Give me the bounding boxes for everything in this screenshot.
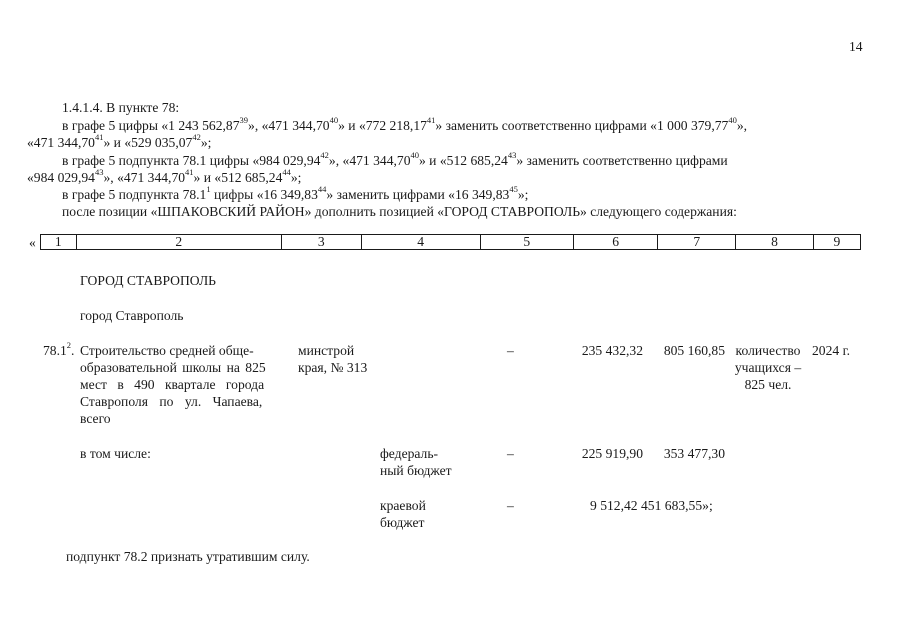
paragraph-line-5: в графе 5 подпункта 78.1$^1$ цифры «16 349,83$^{44}$» заменить цифрами «16 349,83$^{45}$»; <box>62 184 529 202</box>
row-number: 78.1$^2$. <box>43 340 75 358</box>
federal-source-line-2: ный бюджет <box>380 463 452 478</box>
row-name-line-4: Ставрополя по ул. Чапаева, <box>80 394 263 409</box>
header-col-1: 1 <box>41 234 77 250</box>
table-header-row <box>40 234 861 250</box>
row-col6-value: 235 432,32 <box>581 343 643 358</box>
row-name-line-2: образовательной школы на 825 <box>80 360 266 375</box>
row-col9-year: 2024 г. <box>812 343 851 358</box>
paragraph-line-4: «984 029,94$^{43}$», «471 344,70$^{41}$» и «512 685,24$^{44}$»; <box>27 167 302 185</box>
row-customer-line-1: минстрой <box>298 343 355 358</box>
footer-paragraph: подпункт 78.2 признать утратившим силу. <box>66 549 310 564</box>
federal-source-line-1: федераль- <box>380 446 439 461</box>
row-name-line-5: всего <box>80 411 111 426</box>
header-col-5: 5 <box>481 234 574 250</box>
table-open-quote: « <box>29 235 36 250</box>
row-name-line-1: Строительство средней обще- <box>80 343 254 358</box>
regional-source-line-1: краевой <box>380 498 426 513</box>
city-title: город Ставрополь <box>80 308 184 323</box>
header-col-4: 4 <box>362 234 481 250</box>
paragraph-line-1 <box>62 117 860 134</box>
regional-col6-col7-values: 9 512,42 451 683,55»; <box>590 498 713 513</box>
row-col5-dash: – <box>507 343 514 358</box>
paragraph-line-6: после позиции «ШПАКОВСКИЙ РАЙОН» дополнить позицией «ГОРОД СТАВРОПОЛЬ» следующего содержания: <box>62 204 737 219</box>
row-col7-value: 805 160,85 <box>663 343 725 358</box>
federal-col5-dash: – <box>507 446 514 461</box>
regional-col5-dash: – <box>507 498 514 513</box>
header-col-7: 7 <box>658 234 736 250</box>
section-heading: 1.4.1.4. В пункте 78: <box>62 100 180 115</box>
row-col8-line-3: 825 чел. <box>744 377 792 392</box>
header-col-8: 8 <box>736 234 814 250</box>
row-name-line-3: мест в 490 квартале города <box>80 377 265 392</box>
line1-part-a: в графе 5 цифры «1 243 562,87$^{39}$», «471 344,70$^{40}$» и «772 218,17$^{41}$» заменить соответственно цифрами «1 000 379,77$^{40}$», <box>62 115 748 133</box>
row-customer-line-2: края, № 313 <box>298 360 368 375</box>
federal-col6-value: 225 919,90 <box>581 446 643 461</box>
paragraph-line-3: в графе 5 подпункта 78.1 цифры «984 029,94$^{42}$», «471 344,70$^{40}$» и «512 685,24$^{43}$» заменить соответственно цифрами <box>62 150 728 168</box>
page-number: 14 <box>849 39 863 54</box>
row-col8-line-2: учащихся – <box>734 360 802 375</box>
header-col-3: 3 <box>282 234 362 250</box>
regional-source-line-2: бюджет <box>380 515 425 530</box>
row-col8-line-1: количество <box>735 343 801 358</box>
paragraph-line-2: «471 344,70$^{41}$» и «529 035,07$^{42}$»; <box>27 132 212 150</box>
subrow-label: в том числе: <box>80 446 151 461</box>
header-col-6: 6 <box>574 234 659 250</box>
header-col-2: 2 <box>77 234 282 250</box>
region-title: ГОРОД СТАВРОПОЛЬ <box>80 273 216 288</box>
federal-col7-value: 353 477,30 <box>663 446 725 461</box>
header-col-9: 9 <box>814 234 861 250</box>
